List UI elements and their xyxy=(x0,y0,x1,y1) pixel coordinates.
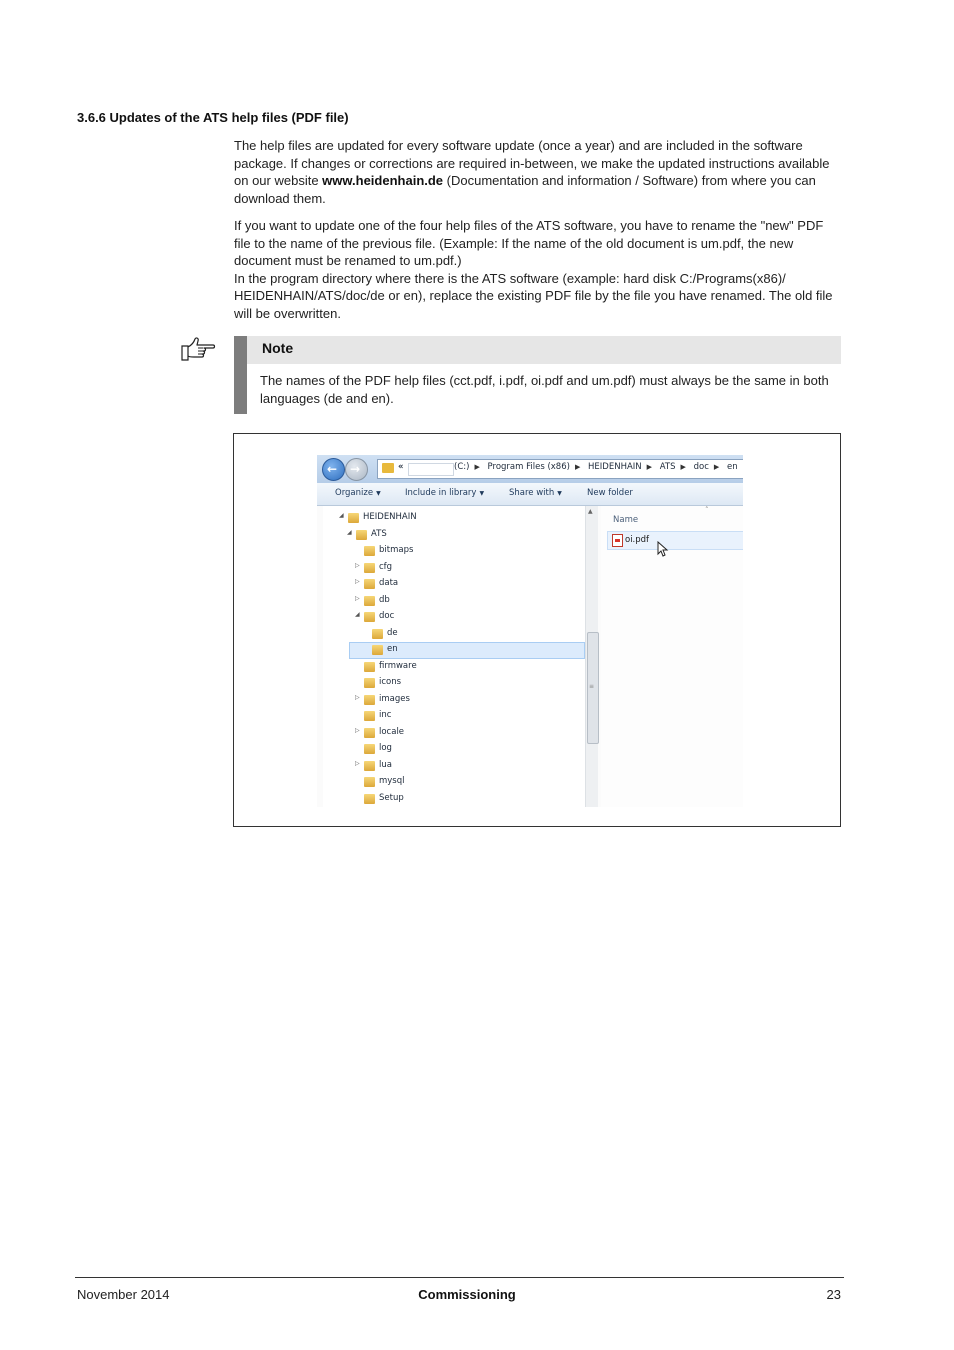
breadcrumb-separator-icon: ▶ xyxy=(680,463,686,471)
folder-icon xyxy=(364,678,375,688)
navigation-scrollbar[interactable] xyxy=(585,506,598,807)
note-header xyxy=(247,336,841,364)
folder-icon xyxy=(364,612,375,622)
tree-item-label: doc xyxy=(379,611,395,621)
tree-item-label: bitmaps xyxy=(379,545,414,555)
folder-icon xyxy=(364,596,375,606)
tree-item-label: log xyxy=(379,743,392,753)
expanded-twisty-icon[interactable]: ◢ xyxy=(339,512,344,519)
folder-icon xyxy=(364,579,375,589)
folder-icon xyxy=(364,563,375,573)
folder-icon xyxy=(382,463,394,473)
folder-icon xyxy=(364,794,375,804)
tree-item-label: db xyxy=(379,594,390,605)
mouse-cursor-icon xyxy=(657,541,669,557)
command-toolbar xyxy=(317,483,743,506)
tree-item-label: data xyxy=(379,578,399,588)
pointing-hand-icon xyxy=(180,336,216,364)
tree-item-label: Setup xyxy=(379,792,404,803)
tree-item-label: HEIDENHAIN xyxy=(363,512,417,522)
breadcrumb-doc[interactable]: doc xyxy=(693,462,709,472)
address-overflow-chevron[interactable]: « xyxy=(398,462,404,472)
tree-item-label: en xyxy=(387,644,398,654)
paragraph-help-files-updates xyxy=(234,137,842,207)
folder-icon xyxy=(372,629,383,639)
breadcrumb-ats[interactable]: ATS xyxy=(659,462,676,472)
collapsed-twisty-icon[interactable]: ▷ xyxy=(355,578,360,585)
pdf-file-icon xyxy=(612,534,623,547)
folder-icon xyxy=(356,530,367,540)
folder-icon xyxy=(364,777,375,787)
tree-item-label: cfg xyxy=(379,561,393,572)
organize-label: Organize xyxy=(335,488,374,498)
collapsed-twisty-icon[interactable]: ▷ xyxy=(355,594,360,602)
breadcrumb-separator-icon: ▶ xyxy=(646,463,653,471)
chevron-down-icon: ▼ xyxy=(479,490,485,497)
collapsed-twisty-icon[interactable]: ▷ xyxy=(355,693,360,701)
folder-icon xyxy=(364,695,375,705)
note-text: The names of the PDF help files (cct.pdf, i.pdf, oi.pdf and um.pdf) must always be the same in both languages (de and en). xyxy=(260,373,829,406)
breadcrumb-separator-icon: ▶ xyxy=(574,463,581,471)
new-folder-label: New folder xyxy=(587,488,633,498)
para1-text-after: (Documentation and information / Software) from where you can download them. xyxy=(234,173,816,206)
forward-arrow-icon: → xyxy=(350,462,361,476)
address-blank-segment xyxy=(408,463,454,476)
folder-icon xyxy=(364,546,375,556)
share-with-menu[interactable] xyxy=(509,488,562,498)
para2-line1: If you want to update one of the four help files of the ATS software, you have to rename the "new" PDF file to the name of the previous file. (Example: If the name of the old document is um.pdf, the new document must be renamed to um.pdf.) xyxy=(234,218,824,269)
address-bar-area xyxy=(317,455,743,483)
back-button[interactable] xyxy=(322,458,345,481)
para1-text-before: The help files are updated for every software update (once a year) and are included in the software package. If changes or corrections are required in-between, we make the updated instructions available on our website xyxy=(234,138,830,189)
tree-item-label: icons xyxy=(379,677,402,687)
expanded-twisty-icon[interactable]: ◢ xyxy=(347,528,352,536)
breadcrumb-program-files[interactable]: Program Files (x86) xyxy=(487,462,570,472)
folder-icon xyxy=(364,728,375,738)
tree-selection-highlight xyxy=(349,642,585,659)
breadcrumb-separator-icon: ▶ xyxy=(474,463,480,471)
para2-line2: In the program directory where there is the ATS software (example: hard disk C:/Programs(x86)/ HEIDENHAIN/ATS/doc/de or en), replace the existing PDF file by the file you have renamed. The old file will be overwritten. xyxy=(234,270,833,321)
breadcrumb-separator-icon: ▶ xyxy=(713,463,720,471)
tree-item-label: mysql xyxy=(379,776,405,786)
scroll-up-icon[interactable]: ▲ xyxy=(588,508,593,515)
paragraph-rename-instructions xyxy=(234,217,842,323)
address-field[interactable] xyxy=(377,459,743,479)
back-arrow-icon: ← xyxy=(327,462,338,476)
breadcrumb-drive[interactable]: (C:) xyxy=(454,462,470,472)
footer-rule xyxy=(75,1277,844,1278)
scroll-grip-icon: ≡ xyxy=(589,683,595,690)
column-header-name[interactable]: Name xyxy=(613,515,639,525)
include-in-library-label: Include in library xyxy=(405,488,477,498)
tree-item-label: locale xyxy=(379,726,405,737)
footer-chapter: Commissioning xyxy=(418,1287,516,1302)
section-title: 3.6.6 Updates of the ATS help files (PDF file) xyxy=(77,110,349,125)
folder-icon xyxy=(372,645,383,655)
tree-item-label: inc xyxy=(379,710,392,720)
new-folder-button[interactable] xyxy=(587,488,633,498)
tree-item-label: images xyxy=(379,693,410,704)
tree-item-label: de xyxy=(387,627,398,638)
website-link[interactable]: www.heidenhain.de xyxy=(322,173,444,189)
breadcrumb xyxy=(454,462,738,472)
note-side-bar xyxy=(234,336,247,414)
organize-menu[interactable] xyxy=(335,488,381,498)
tree-item-label: ATS xyxy=(371,528,387,539)
breadcrumb-heidenhain[interactable]: HEIDENHAIN xyxy=(588,462,642,472)
forward-button[interactable] xyxy=(345,458,368,481)
include-in-library-menu[interactable] xyxy=(405,488,484,498)
page-number: 23 xyxy=(826,1287,841,1302)
folder-icon xyxy=(364,761,375,771)
sort-indicator-icon: ˄ xyxy=(705,506,709,514)
file-name: oi.pdf xyxy=(625,535,650,545)
tree-item-label: firmware xyxy=(379,660,417,671)
breadcrumb-en[interactable]: en xyxy=(726,462,738,472)
file-list-pane xyxy=(601,506,743,807)
explorer-window xyxy=(317,455,743,807)
folder-icon xyxy=(364,662,375,672)
footer-date: November 2014 xyxy=(77,1287,170,1302)
screenshot-figure xyxy=(233,433,841,827)
chevron-down-icon: ▼ xyxy=(557,490,562,497)
file-row[interactable] xyxy=(607,531,743,550)
share-with-label: Share with xyxy=(509,488,555,498)
collapsed-twisty-icon[interactable]: ▷ xyxy=(355,561,360,569)
folder-icon xyxy=(364,744,375,754)
folder-icon xyxy=(348,513,359,523)
note-title: Note xyxy=(262,340,294,356)
folder-icon xyxy=(364,711,375,721)
navigation-pane xyxy=(323,506,585,807)
expanded-twisty-icon[interactable]: ◢ xyxy=(355,611,360,618)
tree-item-label: lua xyxy=(379,759,392,770)
collapsed-twisty-icon[interactable]: ▷ xyxy=(355,759,360,767)
collapsed-twisty-icon[interactable]: ▷ xyxy=(355,726,360,734)
chevron-down-icon: ▼ xyxy=(376,490,381,497)
